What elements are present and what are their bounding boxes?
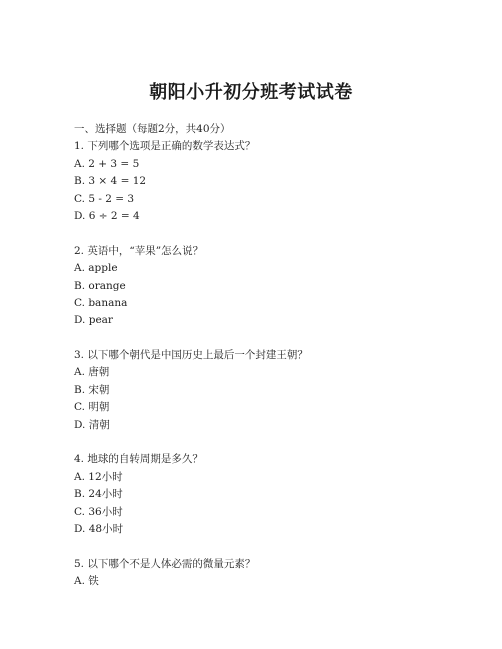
page-title: 朝阳小升初分班考试试卷 [149,82,353,103]
question-2-option-a: A. apple [74,262,118,275]
section-heading: 一、选择题（每题2分，共40分） [74,123,231,135]
question-1-option-d: D. 6 ÷ 2 = 4 [74,209,140,222]
spacer [74,538,454,555]
spacer [74,434,454,451]
question-2-option-b: B. orange [74,279,126,292]
question-stem-2: 2. 英语中，“苹果”怎么说？ [74,244,204,257]
question-stem-3: 3. 以下哪个朝代是中国历史上最后一个封建王朝？ [74,349,308,362]
exam-content [74,121,454,591]
question-5-option-a: A. 铁 [74,575,99,588]
question-4-option-c: C. 36小时 [74,505,123,518]
question-3-option-a: A. 唐朝 [74,366,110,379]
question-4-option-b: B. 24小时 [74,488,123,501]
question-2-option-d: D. pear [74,314,113,327]
question-3-option-d: D. 清朝 [74,418,110,431]
question-4-option-d: D. 48小时 [74,522,124,535]
question-stem-5: 5. 以下哪个不是人体必需的微量元素？ [74,557,256,570]
question-3-option-b: B. 宋朝 [74,383,110,396]
spacer [74,330,454,347]
question-1-option-c: C. 5 - 2 = 3 [74,192,135,205]
question-4-option-a: A. 12小时 [74,470,123,483]
question-3-option-c: C. 明朝 [74,401,110,414]
question-stem-4: 4. 地球的自转周期是多久？ [74,453,203,466]
question-stem-1: 1. 下列哪个选项是正确的数学表达式？ [74,140,256,153]
spacer [74,225,454,242]
question-1-option-b: B. 3 × 4 = 12 [74,175,147,188]
question-1-option-a: A. 2 + 3 = 5 [74,157,140,170]
question-2-option-c: C. banana [74,296,128,309]
